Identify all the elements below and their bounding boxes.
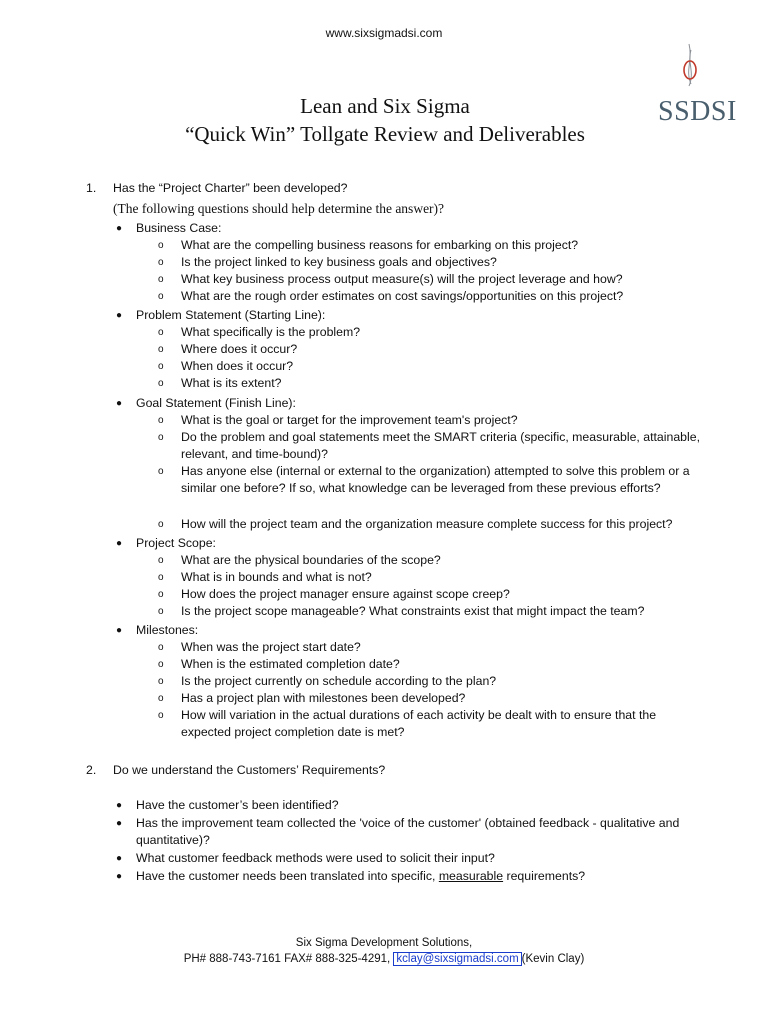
bullet-icon: ●: [116, 223, 123, 234]
section-1-note-text: (The following questions should help determine the answer)?: [113, 201, 445, 216]
section-2-number: 2.: [86, 763, 97, 777]
list-item-text: Is the project scope manageable? What constraints exist that might impact the team?: [181, 604, 645, 618]
circle-bullet-icon: o: [158, 606, 164, 617]
circle-bullet-icon: o: [158, 432, 164, 443]
group-label: Project Scope:: [136, 536, 216, 550]
list-item-text: What key business process output measure(s) will the project leverage and how?: [181, 272, 623, 286]
circle-bullet-icon: o: [158, 589, 164, 600]
footer-contact-line: [0, 953, 768, 965]
circle-bullet-icon: o: [158, 361, 164, 372]
list-item-text: Have the customer’s been identified?: [136, 798, 339, 812]
circle-bullet-icon: o: [158, 710, 164, 721]
bullet-icon: ●: [116, 871, 123, 882]
list-item-text: What specifically is the problem?: [181, 325, 361, 339]
circle-bullet-icon: o: [158, 240, 164, 251]
circle-bullet-icon: o: [158, 378, 164, 389]
list-item-text: What are the compelling business reasons for embarking on this project?: [181, 238, 579, 252]
section-1-question: Has the “Project Charter” been developed?: [113, 181, 348, 195]
bullet-icon: ●: [116, 818, 123, 829]
list-item-text: How will the project team and the organization measure complete success for this project?: [181, 517, 673, 531]
item-text-after: requirements?: [503, 869, 586, 883]
ssdsi-logo-text: SSDSI: [658, 96, 737, 127]
group-label: Business Case:: [136, 221, 222, 235]
circle-bullet-icon: o: [158, 466, 164, 477]
email-link[interactable]: kclay@sixsigmadsi.com: [393, 952, 521, 966]
bullet-icon: ●: [116, 800, 123, 811]
list-item-text: What is its extent?: [181, 376, 282, 390]
list-item-text: Has the improvement team collected the 'voice of the customer' (obtained feedback - qualitative and quantitative)?: [136, 816, 680, 847]
list-item-text: What customer feedback methods were used to solicit their input?: [136, 851, 495, 865]
circle-bullet-icon: o: [158, 676, 164, 687]
bullet-icon: ●: [116, 853, 123, 864]
circle-bullet-icon: o: [158, 344, 164, 355]
list-item-text: When was the project start date?: [181, 640, 361, 654]
title-line-2: “Quick Win” Tollgate Review and Deliverables: [185, 122, 585, 146]
circle-bullet-icon: o: [158, 327, 164, 338]
website-url: www.sixsigmadsi.com: [325, 26, 443, 40]
group-label: Problem Statement (Starting Line):: [136, 308, 326, 322]
list-item-text: What are the rough order estimates on cost savings/opportunities on this project?: [181, 289, 624, 303]
circle-bullet-icon: o: [158, 555, 164, 566]
circle-bullet-icon: o: [158, 257, 164, 268]
list-item-text: When is the estimated completion date?: [181, 657, 400, 671]
document-title: [80, 92, 690, 148]
bullet-icon: ●: [116, 538, 123, 549]
list-item-text: What is in bounds and what is not?: [181, 570, 372, 584]
circle-bullet-icon: o: [158, 659, 164, 670]
section-1-number: 1.: [86, 181, 97, 195]
circle-bullet-icon: o: [158, 693, 164, 704]
list-item-text: What are the physical boundaries of the scope?: [181, 553, 441, 567]
circle-bullet-icon: o: [158, 519, 164, 530]
list-item-text: [136, 868, 585, 885]
footer-company: Six Sigma Development Solutions,: [295, 937, 473, 949]
list-item-text: Where does it occur?: [181, 342, 298, 356]
list-item-text: When does it occur?: [181, 359, 294, 373]
bullet-icon: ●: [116, 625, 123, 636]
group-label: Milestones:: [136, 623, 199, 637]
list-item-text: Has anyone else (internal or external to the organization) attempted to solve this problem or a similar one before? If so, what knowledge can be leveraged from these previous efforts?: [181, 464, 690, 495]
measurable-underlined: measurable: [438, 869, 504, 883]
bullet-icon: ●: [116, 310, 123, 321]
circle-bullet-icon: o: [158, 415, 164, 426]
list-item-text: Is the project linked to key business goals and objectives?: [181, 255, 497, 269]
list-item-text: Is the project currently on schedule according to the plan?: [181, 674, 497, 688]
title-line-1: Lean and Six Sigma: [300, 94, 470, 118]
footer-phone-fax: PH# 888-743-7161 FAX# 888-325-4291,: [183, 953, 391, 965]
group-label: Goal Statement (Finish Line):: [136, 396, 296, 410]
bullet-icon: ●: [116, 398, 123, 409]
list-item-text: Has a project plan with milestones been developed?: [181, 691, 466, 705]
footer-contact-name: (Kevin Clay): [521, 953, 585, 965]
circle-bullet-icon: o: [158, 291, 164, 302]
circle-bullet-icon: o: [158, 274, 164, 285]
list-item-text: What is the goal or target for the improvement team's project?: [181, 413, 518, 427]
section-2-question: Do we understand the Customers’ Requirements?: [113, 763, 386, 777]
list-item-text: How will variation in the actual durations of each activity be dealt with to ensure that the expected project completion date is met?: [181, 708, 657, 739]
list-item-text: Do the problem and goal statements meet the SMART criteria (specific, measurable, attainable, relevant, and time-bound)?: [181, 430, 701, 461]
circle-bullet-icon: o: [158, 642, 164, 653]
item-text-before: Have the customer needs been translated into specific,: [136, 869, 439, 883]
circle-bullet-icon: o: [158, 572, 164, 583]
list-item-text: How does the project manager ensure against scope creep?: [181, 587, 510, 601]
